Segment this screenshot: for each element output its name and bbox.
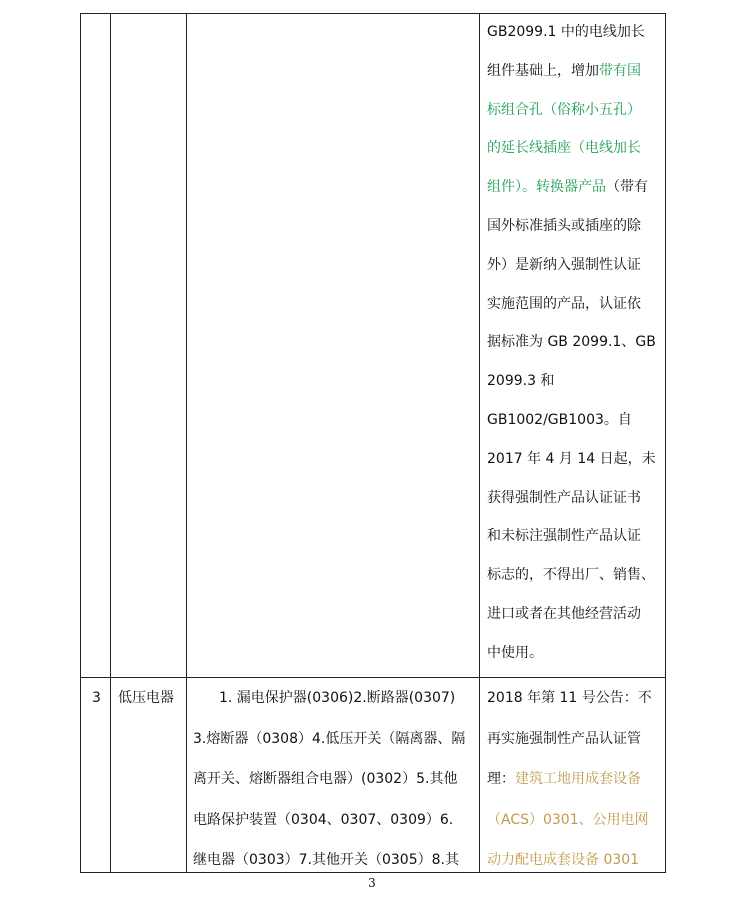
- row1-note-segment: 获得强制性产品认证证书: [487, 489, 641, 506]
- row2-product-line: 电路保护装置（0304、0307、0309）6.: [193, 811, 454, 828]
- row2-note-line: [487, 810, 649, 830]
- row1-note-line: [487, 526, 641, 546]
- row2-note-line: [487, 769, 641, 789]
- row2-note-segment: 再实施强制性产品认证管: [487, 730, 641, 747]
- row1-note-segment: 和未标注强制性产品认证: [487, 528, 641, 545]
- row1-note-segment: 实施范围的产品，认证依: [487, 295, 641, 312]
- row1-note-segment: 2017 年 4 月 14 日起，未: [487, 450, 656, 467]
- col-line-1: [110, 13, 111, 873]
- row2-note-segment: （ACS）0301、公用电网: [487, 811, 649, 828]
- row2-product-name: 低压电器: [118, 690, 174, 706]
- row1-note-line: [487, 138, 641, 158]
- row1-note-segment: 的延长线插座（电线加长: [487, 140, 641, 157]
- row1-note-line: [487, 604, 641, 624]
- row2-product-line: 1. 漏电保护器(0306)2.断路器(0307): [219, 690, 456, 706]
- table-border-top: [80, 13, 665, 14]
- row1-note-segment: 2099.3 和: [487, 373, 555, 390]
- row1-note-segment: 组件基础上，增加: [487, 62, 599, 79]
- row1-note-line: [487, 177, 648, 197]
- row2-note-line: [487, 850, 639, 870]
- row2-note-segment: 动力配电成套设备 0301: [487, 852, 640, 868]
- row1-note-segment: （带有: [606, 179, 648, 196]
- page-number: 3: [368, 876, 376, 890]
- row1-note-segment: 标组合孔（俗称小五孔）: [487, 101, 641, 118]
- row1-note-line: [487, 216, 641, 236]
- row1-note-line: [487, 100, 641, 120]
- col-line-2: [186, 13, 187, 873]
- row1-note-segment: 标志的，不得出厂、销售、: [487, 567, 655, 584]
- row1-note-segment: 国外标准插头或插座的除: [487, 218, 641, 234]
- row1-note-line: [487, 410, 632, 430]
- row1-note-line: [487, 294, 641, 314]
- row1-note-line: [487, 22, 645, 42]
- row1-note-segment: 组件）。转换器产品: [487, 179, 606, 196]
- row1-note-segment: 中使用。: [487, 644, 543, 661]
- row2-number: 3: [92, 690, 101, 706]
- row-divider: [80, 677, 665, 678]
- row1-note-line: [487, 371, 554, 391]
- col-line-3: [479, 13, 480, 873]
- row2-product-line: 继电器（0303）7.其他开关（0305）8.其: [193, 852, 459, 868]
- row2-note-line: [487, 688, 652, 708]
- row2-note-segment: 建筑工地用成套设备: [515, 771, 641, 787]
- row1-note-segment: 进口或者在其他经营活动: [487, 606, 641, 622]
- col-line-right: [665, 13, 666, 873]
- row2-product-line: 离开关、熔断器组合电器）(0302）5.其他: [193, 771, 458, 787]
- row2-product-line: 3.熔断器（0308）4.低压开关（隔离器、隔: [193, 730, 466, 747]
- row1-note-segment: 据标准为 GB 2099.1、GB: [487, 334, 656, 351]
- row1-note-segment: 外）是新纳入强制性认证: [487, 256, 641, 273]
- row2-note-segment: 理：: [487, 771, 515, 787]
- row1-note-line: [487, 61, 641, 81]
- row1-note-line: [487, 565, 655, 585]
- col-line-left: [80, 13, 81, 873]
- row1-note-segment: GB2099.1 中的电线加长: [487, 24, 645, 40]
- row1-note-line: [487, 332, 656, 352]
- row1-note-segment: 带有国: [599, 62, 641, 79]
- row1-note-line: [487, 643, 543, 663]
- table-border-bottom: [80, 872, 665, 873]
- row2-note-line: [487, 729, 641, 749]
- row1-note-line: [487, 255, 641, 275]
- row2-note-segment: 2018 年第 11 号公告：不: [487, 690, 652, 706]
- row1-note-segment: GB1002/GB1003。自: [487, 412, 632, 428]
- row1-note-line: [487, 488, 641, 508]
- row1-note-line: [487, 449, 656, 469]
